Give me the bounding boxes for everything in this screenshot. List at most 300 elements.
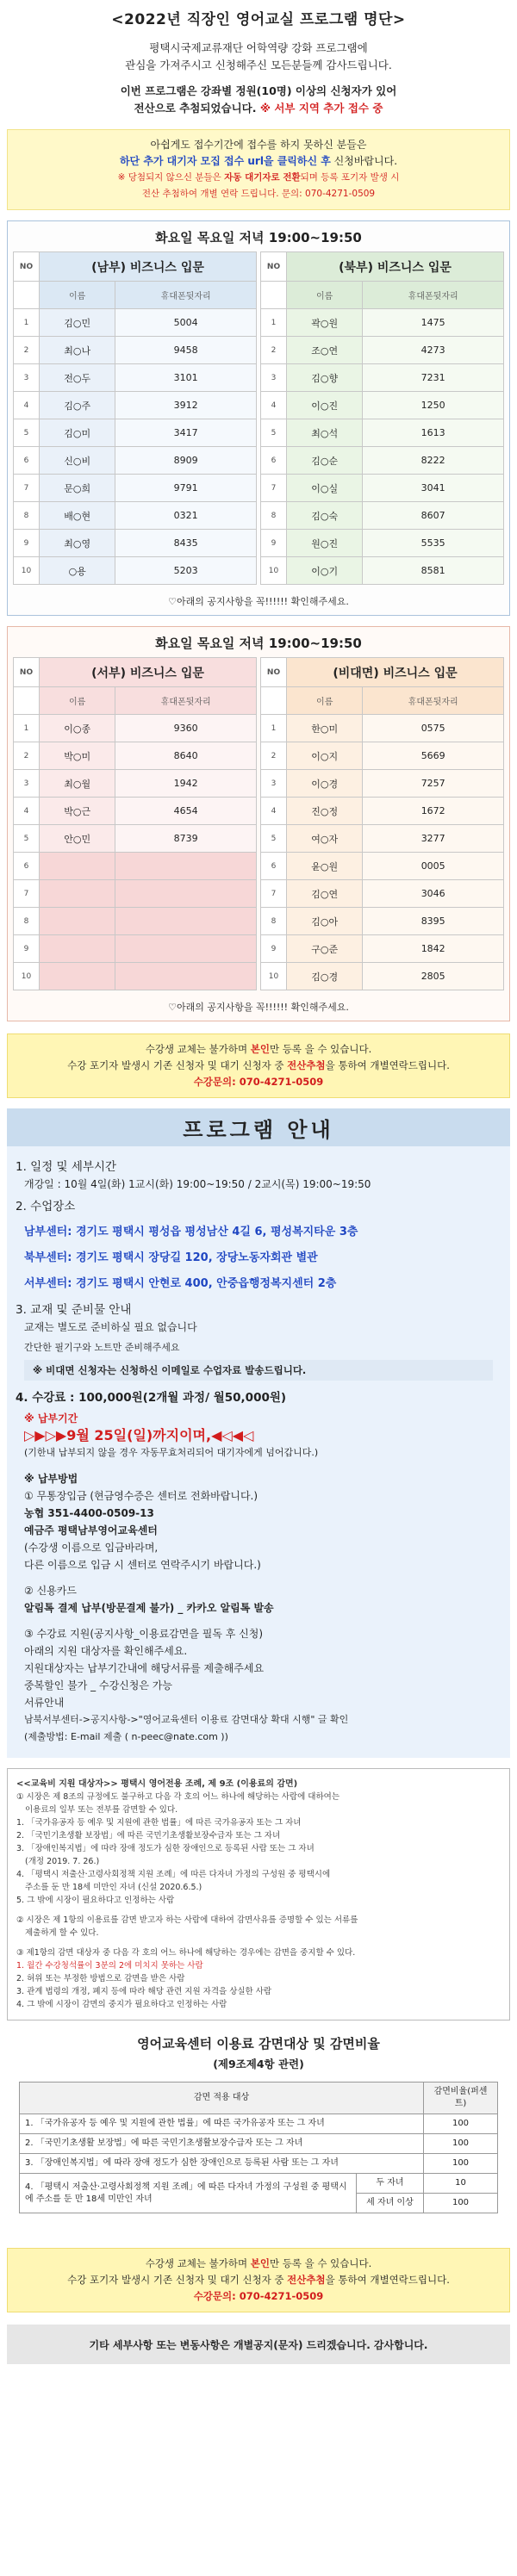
col-name: 이름 bbox=[287, 282, 363, 309]
row-name bbox=[40, 908, 115, 935]
discount-title: 영어교육센터 이용료 감면대상 및 감면비율 bbox=[137, 2036, 380, 2051]
row-number: 7 bbox=[14, 475, 40, 502]
table-row bbox=[261, 963, 504, 990]
row-number: 10 bbox=[14, 963, 40, 990]
row-number: 1 bbox=[261, 715, 287, 742]
notice-line-3c: 되며 등록 포기자 발생 시 bbox=[300, 172, 400, 183]
row-phone-suffix bbox=[115, 908, 257, 935]
row-phone-suffix bbox=[115, 853, 257, 880]
row-name bbox=[40, 963, 115, 990]
section-schedule-title: 1. 일정 및 세부시간 bbox=[16, 1160, 117, 1174]
intro-line-1: 평택시국제교류재단 어학역량 강화 프로그램에 bbox=[149, 41, 368, 54]
bank-account: 농협 351-4400-0509-13 bbox=[24, 1507, 154, 1519]
band1-line-1b: 본인 bbox=[250, 1043, 270, 1055]
row-phone-suffix: 8395 bbox=[363, 908, 504, 935]
notice-line-4a: 전산 추첨하여 개별 연락 드립니다. bbox=[141, 189, 282, 199]
row-number: 8 bbox=[261, 502, 287, 530]
notice-line-3 bbox=[16, 170, 501, 186]
law-line: 주소를 둔 만 18세 미만인 자녀 (신설 2020.6.5.) bbox=[25, 1883, 202, 1892]
table-row bbox=[20, 2174, 498, 2194]
row-name: ○용 bbox=[40, 557, 115, 585]
row-phone-suffix bbox=[115, 935, 257, 963]
row-name: 박○미 bbox=[40, 742, 115, 770]
payment-3-line-4: 서류안내 bbox=[24, 1697, 65, 1709]
discount-rate-4a: 10 bbox=[424, 2174, 498, 2194]
section-material-title: 3. 교재 및 준비물 안내 bbox=[16, 1303, 132, 1317]
row-phone-suffix: 7231 bbox=[363, 364, 504, 392]
table-row bbox=[261, 447, 504, 475]
discount-target-4b: 세 자녀 이상 bbox=[357, 2194, 424, 2213]
row-phone-suffix: 1942 bbox=[115, 770, 257, 798]
table-row bbox=[14, 880, 257, 908]
deadline-note: (기한내 납부되지 않을 경우 자동무효처리되어 대기자에게 넘어갑니다.) bbox=[24, 1447, 319, 1458]
notice-line-2-tail: 신청바랍니다. bbox=[330, 155, 398, 167]
payment-2-line: 알림톡 결제 납부(방문결제 불가) _ 카카오 알림톡 발송 bbox=[24, 1602, 274, 1614]
row-name: 김○순 bbox=[287, 447, 363, 475]
row-name: 김○민 bbox=[40, 309, 115, 337]
law-line: 1. 「국가유공자 등 예우 및 지원에 관한 법률」에 따른 국가유공자 또는 그 자녀 bbox=[16, 1818, 302, 1828]
row-phone-suffix: 1475 bbox=[363, 309, 504, 337]
discount-target-3: 3. 「장애인복지법」에 따라 장애 정도가 심한 장애인으로 등록된 사람 또는 그 자녀 bbox=[20, 2154, 424, 2174]
table-row bbox=[14, 935, 257, 963]
material-line-1: 교재는 별도로 준비하실 필요 없습니다 bbox=[24, 1321, 197, 1333]
band1-line-1a: 수강생 교체는 불가하며 bbox=[145, 1043, 251, 1055]
row-name: 최○나 bbox=[40, 337, 115, 364]
discount-subtitle: (제9조제4항 관련) bbox=[213, 2058, 304, 2070]
row-name: 안○민 bbox=[40, 825, 115, 853]
row-number: 6 bbox=[261, 447, 287, 475]
law-line: 5. 그 밖에 시장이 필요하다고 인정하는 사람 bbox=[16, 1896, 175, 1905]
row-name: 조○연 bbox=[287, 337, 363, 364]
notice-line-4 bbox=[16, 186, 501, 202]
schedule-section-2 bbox=[7, 626, 510, 1021]
table-row bbox=[14, 337, 257, 364]
row-phone-suffix: 8607 bbox=[363, 502, 504, 530]
deadline-label: ※ 납부기간 bbox=[24, 1412, 78, 1425]
table-row bbox=[14, 364, 257, 392]
row-name: 김○주 bbox=[40, 392, 115, 419]
table-row bbox=[14, 715, 257, 742]
row-number: 6 bbox=[14, 447, 40, 475]
row-phone-suffix: 3101 bbox=[115, 364, 257, 392]
row-phone-suffix: 8581 bbox=[363, 557, 504, 585]
col-no: NO bbox=[14, 658, 40, 687]
table-row bbox=[14, 392, 257, 419]
row-name: 김○연 bbox=[287, 880, 363, 908]
account-holder: 예금주 평택남부영어교육센터 bbox=[24, 1524, 158, 1536]
row-name: 김○향 bbox=[287, 364, 363, 392]
row-number: 5 bbox=[14, 825, 40, 853]
south-business-table bbox=[13, 251, 257, 585]
discount-target-4: 4. 「평택시 저출산·고령사회정책 지원 조례」에 따른 다자녀 가정의 구성원 중 평택시에 주소를 둔 만 18세 미만인 자녀 bbox=[20, 2174, 357, 2213]
table-rows bbox=[14, 715, 257, 990]
row-phone-suffix: 3417 bbox=[115, 419, 257, 447]
payment-3-line-3: 중복할인 불가 _ 수강신청은 가능 bbox=[24, 1679, 172, 1691]
law-box bbox=[7, 1768, 510, 2020]
row-phone-suffix: 9360 bbox=[115, 715, 257, 742]
replacement-notice-2 bbox=[7, 2248, 510, 2312]
row-number: 7 bbox=[261, 880, 287, 908]
col-seat: 휴대폰뒷자리 bbox=[363, 687, 504, 715]
row-number: 7 bbox=[261, 475, 287, 502]
law-line: 3. 「장애인복지법」에 따라 장애 정도가 심한 장애인으로 등록된 사람 또는 그 자녀 bbox=[16, 1844, 315, 1853]
row-phone-suffix: 8222 bbox=[363, 447, 504, 475]
table-row bbox=[261, 309, 504, 337]
row-name: 원○진 bbox=[287, 530, 363, 557]
band2-line-1c: 만 등록 을 수 있습니다. bbox=[270, 2257, 372, 2269]
intro-line-4 bbox=[9, 100, 508, 117]
row-phone-suffix: 0005 bbox=[363, 853, 504, 880]
row-phone-suffix: 2805 bbox=[363, 963, 504, 990]
table-row bbox=[20, 2114, 498, 2134]
row-name: 최○월 bbox=[40, 770, 115, 798]
table-row bbox=[14, 908, 257, 935]
schedule-1-tables bbox=[8, 251, 509, 590]
row-name bbox=[40, 880, 115, 908]
table-row bbox=[261, 853, 504, 880]
table-row bbox=[20, 2154, 498, 2174]
west-extra-notice: ※ 서부 지역 추가 접수 중 bbox=[259, 102, 383, 115]
row-number: 3 bbox=[261, 770, 287, 798]
row-name: 이○경 bbox=[287, 770, 363, 798]
band1-line-2b: 전산추첨 bbox=[287, 1059, 326, 1071]
schedule-1-note: ♡아래의 공지사항을 꼭!!!!!! 확인해주세요. bbox=[168, 596, 349, 607]
row-name: 이○종 bbox=[40, 715, 115, 742]
table-row bbox=[261, 825, 504, 853]
row-phone-suffix bbox=[115, 963, 257, 990]
table-row bbox=[261, 502, 504, 530]
payment-1: ① 무통장입금 (현금영수증은 센터로 전화바랍니다.) bbox=[24, 1490, 258, 1502]
replacement-notice-1 bbox=[7, 1034, 510, 1098]
table-row bbox=[14, 798, 257, 825]
payment-method-title: ※ 납부방법 bbox=[24, 1473, 78, 1485]
col-seat: 휴대폰뒷자리 bbox=[115, 687, 257, 715]
law-line: (개정 2019. 7. 26.) bbox=[25, 1857, 100, 1866]
row-phone-suffix: 3277 bbox=[363, 825, 504, 853]
waitlist-notice bbox=[7, 129, 510, 210]
table-row bbox=[14, 853, 257, 880]
footer-note: 기타 세부사항 또는 변동사항은 개별공지(문자) 드리겠습니다. 감사합니다. bbox=[7, 2325, 510, 2364]
notice-line-3b: 자동 대기자로 전환 bbox=[224, 172, 301, 183]
table-row bbox=[261, 557, 504, 585]
schedule-section-1 bbox=[7, 220, 510, 616]
row-number: 9 bbox=[261, 935, 287, 963]
schedule-line: 개강일 : 10월 4일(화) 1교시(화) 19:00~19:50 / 2교시(목) 19:00~19:50 bbox=[24, 1178, 371, 1190]
row-phone-suffix: 5004 bbox=[115, 309, 257, 337]
band2-line-2 bbox=[13, 2272, 504, 2288]
row-phone-suffix: 1613 bbox=[363, 419, 504, 447]
row-phone-suffix: 8640 bbox=[115, 742, 257, 770]
row-number: 6 bbox=[261, 853, 287, 880]
table-heading: (북부) 비즈니스 입문 bbox=[287, 252, 504, 282]
law-line: ③ 제1항의 감면 대상자 중 다음 각 호의 어느 하나에 해당하는 경우에는 감면을 중지할 수 있다. bbox=[16, 1948, 356, 1958]
law-line: 제출하게 할 수 있다. bbox=[25, 1928, 99, 1938]
row-phone-suffix: 3912 bbox=[115, 392, 257, 419]
payment-3: ③ 수강료 지원(공지사항_이용료감면을 필독 후 신청) bbox=[24, 1628, 264, 1640]
row-name: 진○정 bbox=[287, 798, 363, 825]
law-line: 1. 월간 수강청석률이 3분의 2에 미치지 못하는 사람 bbox=[16, 1961, 203, 1971]
row-phone-suffix: 8435 bbox=[115, 530, 257, 557]
table-row bbox=[14, 502, 257, 530]
table-row bbox=[14, 309, 257, 337]
row-number: 4 bbox=[261, 798, 287, 825]
row-phone-suffix: 4654 bbox=[115, 798, 257, 825]
row-name: 김○아 bbox=[287, 908, 363, 935]
material-line-2: 간단한 필기구와 노트만 준비해주세요 bbox=[24, 1342, 180, 1353]
row-name: 구○준 bbox=[287, 935, 363, 963]
law-line: 3. 관계 법령의 개정, 폐지 등에 따라 해당 관련 지원 자격을 상실한 사람 bbox=[16, 1987, 272, 1996]
west-business-table bbox=[13, 657, 257, 990]
table-heading: (비대면) 비즈니스 입문 bbox=[287, 658, 504, 687]
law-line: 4. 그 밖에 시장이 감면의 중지가 필요하다고 인정하는 사람 bbox=[16, 2000, 227, 2009]
table-row bbox=[261, 392, 504, 419]
row-phone-suffix: 1672 bbox=[363, 798, 504, 825]
payment-3-line-1: 아래의 지원 대상자를 확인해주세요. bbox=[24, 1645, 188, 1657]
row-name: 이○실 bbox=[287, 475, 363, 502]
row-number: 4 bbox=[14, 798, 40, 825]
row-name bbox=[40, 935, 115, 963]
row-name: 윤○원 bbox=[287, 853, 363, 880]
discount-table bbox=[19, 2082, 498, 2213]
row-number: 1 bbox=[261, 309, 287, 337]
row-number: 9 bbox=[14, 530, 40, 557]
table-row bbox=[14, 447, 257, 475]
table-row bbox=[14, 530, 257, 557]
row-name: 배○현 bbox=[40, 502, 115, 530]
notice-phone: 문의: 070-4271-0509 bbox=[281, 189, 376, 199]
deadline: ▷▶▷▶9월 25일(일)까지이며,◀◁◀◁ bbox=[24, 1427, 254, 1443]
col-name: 이름 bbox=[287, 687, 363, 715]
band1-phone: 수강문의: 070-4271-0509 bbox=[193, 1076, 324, 1088]
row-number: 2 bbox=[14, 337, 40, 364]
schedule-2-tables bbox=[8, 657, 509, 996]
row-number: 1 bbox=[14, 309, 40, 337]
row-name: 신○비 bbox=[40, 447, 115, 475]
row-number: 3 bbox=[261, 364, 287, 392]
table-rows bbox=[261, 715, 504, 990]
table-row bbox=[261, 715, 504, 742]
notice-line-1: 아쉽게도 접수기간에 접수를 하지 못하신 분들은 bbox=[150, 139, 367, 151]
row-name bbox=[40, 853, 115, 880]
discount-rate-2: 100 bbox=[424, 2134, 498, 2154]
row-name: 한○미 bbox=[287, 715, 363, 742]
row-name: 이○기 bbox=[287, 557, 363, 585]
row-number: 5 bbox=[261, 419, 287, 447]
table-row bbox=[20, 2134, 498, 2154]
row-number: 2 bbox=[261, 742, 287, 770]
payment-3-line-2: 지원대상자는 납부기간내에 해당서류를 제출해주세요 bbox=[24, 1662, 265, 1674]
table-heading: (서부) 비즈니스 입문 bbox=[40, 658, 257, 687]
table-row bbox=[14, 557, 257, 585]
location-south: 남부센터: 경기도 평택시 평성읍 평성남산 4길 6, 평성복지타운 3층 bbox=[24, 1226, 358, 1238]
row-name: 곽○원 bbox=[287, 309, 363, 337]
notice-line-3a: ※ 당첨되지 않으신 분들은 bbox=[117, 172, 225, 183]
row-number: 5 bbox=[14, 419, 40, 447]
table-row bbox=[261, 935, 504, 963]
discount-target-1: 1. 「국가유공자 등 예우 및 지원에 관한 법률」에 따른 국가유공자 또는 그 자녀 bbox=[20, 2114, 424, 2134]
row-name: 여○자 bbox=[287, 825, 363, 853]
location-north: 북부센터: 경기도 평택시 장당길 120, 장당노동자회관 별관 bbox=[24, 1251, 318, 1264]
table-row bbox=[261, 798, 504, 825]
payment-3-email: (제출방법: E-mail 제출 ( n-peec@nate.com )) bbox=[24, 1731, 228, 1742]
table-rows bbox=[261, 309, 504, 585]
intro-line-4-text: 전산으로 추첨되었습니다. bbox=[134, 102, 257, 115]
intro-text bbox=[0, 34, 517, 117]
row-number: 1 bbox=[14, 715, 40, 742]
row-phone-suffix: 3046 bbox=[363, 880, 504, 908]
row-name: 김○미 bbox=[40, 419, 115, 447]
table-row bbox=[261, 908, 504, 935]
schedule-2-title: 화요일 목요일 저녁 19:00~19:50 bbox=[155, 636, 362, 651]
col-seat: 휴대폰뒷자리 bbox=[115, 282, 257, 309]
material-line-3: ※ 비대면 신청자는 신청하신 이메일로 수업자료 발송드립니다. bbox=[24, 1360, 493, 1381]
row-number: 10 bbox=[261, 963, 287, 990]
table-row bbox=[14, 963, 257, 990]
table-rows bbox=[14, 309, 257, 585]
row-name: 전○두 bbox=[40, 364, 115, 392]
row-number: 4 bbox=[14, 392, 40, 419]
row-name: 최○영 bbox=[40, 530, 115, 557]
row-phone-suffix: 0575 bbox=[363, 715, 504, 742]
table-row bbox=[261, 337, 504, 364]
table-row bbox=[261, 770, 504, 798]
row-number: 8 bbox=[14, 502, 40, 530]
band2-line-2a: 수강 포기자 발생시 기존 신청자 및 대기 신청자 중 bbox=[67, 2274, 288, 2286]
row-phone-suffix: 5535 bbox=[363, 530, 504, 557]
band2-line-1a: 수강생 교체는 불가하며 bbox=[145, 2257, 251, 2269]
row-name: 김○경 bbox=[287, 963, 363, 990]
payment-2: ② 신용카드 bbox=[24, 1585, 77, 1597]
program-header: 프로그램 안내 bbox=[7, 1108, 510, 1146]
schedule-2-note: ♡아래의 공지사항을 꼭!!!!!! 확인해주세요. bbox=[168, 1002, 349, 1013]
discount-target-4a: 두 자녀 bbox=[357, 2174, 424, 2194]
row-number: 2 bbox=[261, 337, 287, 364]
table-row bbox=[14, 419, 257, 447]
col-seat: 휴대폰뒷자리 bbox=[363, 282, 504, 309]
row-phone-suffix: 7257 bbox=[363, 770, 504, 798]
band1-line-2 bbox=[13, 1058, 504, 1074]
col-target: 감면 적용 대상 bbox=[20, 2083, 424, 2114]
row-number: 10 bbox=[14, 557, 40, 585]
band1-line-2a: 수강 포기자 발생시 기존 신청자 및 대기 신청자 중 bbox=[67, 1059, 288, 1071]
schedule-1-title: 화요일 목요일 저녁 19:00~19:50 bbox=[155, 230, 362, 245]
row-number: 10 bbox=[261, 557, 287, 585]
discount-rate-1: 100 bbox=[424, 2114, 498, 2134]
band1-line-1 bbox=[13, 1041, 504, 1058]
table-row bbox=[261, 419, 504, 447]
col-name: 이름 bbox=[40, 687, 115, 715]
table-row bbox=[261, 742, 504, 770]
row-phone-suffix: 4273 bbox=[363, 337, 504, 364]
table-row bbox=[261, 364, 504, 392]
col-rate: 감면비율(퍼센트) bbox=[424, 2083, 498, 2114]
row-name: 이○진 bbox=[287, 392, 363, 419]
row-number: 9 bbox=[261, 530, 287, 557]
row-number: 6 bbox=[14, 853, 40, 880]
row-number: 9 bbox=[14, 935, 40, 963]
row-phone-suffix: 1842 bbox=[363, 935, 504, 963]
payment-3-line-5: 남북서부센터->공지사항->"영어교육센터 이용료 감면대상 확대 시행" 글 확인 bbox=[24, 1714, 349, 1725]
program-body bbox=[7, 1146, 510, 1758]
table-row bbox=[14, 770, 257, 798]
band2-line-2c: 을 통하여 개별연락드립니다. bbox=[325, 2274, 450, 2286]
band2-line-1 bbox=[13, 2256, 504, 2272]
row-phone-suffix bbox=[115, 880, 257, 908]
law-line: 2. 「국민기초생활 보장법」에 따른 국민기초생활보장수급자 또는 그 자녀 bbox=[16, 1831, 281, 1840]
row-phone-suffix: 1250 bbox=[363, 392, 504, 419]
col-name: 이름 bbox=[40, 282, 115, 309]
table-row bbox=[261, 530, 504, 557]
col-no: NO bbox=[14, 252, 40, 282]
row-number: 8 bbox=[14, 908, 40, 935]
col-no: NO bbox=[261, 658, 287, 687]
row-name: 김○숙 bbox=[287, 502, 363, 530]
row-number: 5 bbox=[261, 825, 287, 853]
row-number: 3 bbox=[14, 770, 40, 798]
table-row bbox=[14, 742, 257, 770]
band1-line-2c: 을 통하여 개별연락드립니다. bbox=[325, 1059, 450, 1071]
col-no: NO bbox=[261, 252, 287, 282]
law-line: ① 시장은 제 8조의 규정에도 불구하고 다음 각 호의 어느 하나에 해당하는 사람에 대하여는 bbox=[16, 1792, 340, 1802]
intro-line-2: 관심을 가져주시고 신청해주신 모든분들께 감사드립니다. bbox=[125, 59, 392, 71]
row-phone-suffix: 8909 bbox=[115, 447, 257, 475]
discount-target-2: 2. 「국민기초생활 보장법」에 따른 국민기초생활보장수급자 또는 그 자녀 bbox=[20, 2134, 424, 2154]
row-number: 8 bbox=[261, 908, 287, 935]
discount-rate-4b: 100 bbox=[424, 2194, 498, 2213]
table-row bbox=[14, 825, 257, 853]
band2-line-1b: 본인 bbox=[250, 2257, 270, 2269]
row-number: 2 bbox=[14, 742, 40, 770]
row-phone-suffix: 8739 bbox=[115, 825, 257, 853]
location-west: 서부센터: 경기도 평택시 안현로 400, 안중읍행정복지센터 2층 bbox=[24, 1277, 337, 1290]
north-business-table bbox=[260, 251, 504, 585]
intro-line-3-text: 이번 프로그램은 강좌별 정원(10명) 이상의 신청자가 있어 bbox=[120, 84, 397, 97]
payment-1-note-2: 다른 이름으로 입금 시 센터로 연락주시기 바랍니다.) bbox=[24, 1559, 261, 1571]
table-row bbox=[261, 880, 504, 908]
payment-1-note-1: (수강생 이름으로 입금바라며, bbox=[24, 1542, 159, 1554]
row-name: 박○근 bbox=[40, 798, 115, 825]
row-number: 7 bbox=[14, 880, 40, 908]
row-name: 이○지 bbox=[287, 742, 363, 770]
fee-title: 4. 수강료 : 100,000원(2개월 과정/ 월50,000원) bbox=[16, 1391, 287, 1405]
band2-line-2b: 전산추첨 bbox=[287, 2274, 326, 2286]
page-title: <2022년 직장인 영어교실 프로그램 명단> bbox=[111, 10, 406, 28]
discount-rate-3: 100 bbox=[424, 2154, 498, 2174]
row-number: 3 bbox=[14, 364, 40, 392]
notice-line-2 bbox=[16, 153, 501, 170]
table-heading: (남부) 비즈니스 입문 bbox=[40, 252, 257, 282]
row-phone-suffix: 9791 bbox=[115, 475, 257, 502]
table-row bbox=[14, 475, 257, 502]
band2-phone: 수강문의: 070-4271-0509 bbox=[193, 2290, 324, 2302]
waitlist-url-link[interactable]: 하단 추가 대기자 모집 접수 url을 클릭하신 후 bbox=[119, 155, 331, 167]
law-line: 2. 허위 또는 부정한 방법으로 감면을 받은 사람 bbox=[16, 1974, 185, 1983]
row-number: 4 bbox=[261, 392, 287, 419]
online-business-table bbox=[260, 657, 504, 990]
band1-line-1c: 만 등록 을 수 있습니다. bbox=[270, 1043, 372, 1055]
row-phone-suffix: 3041 bbox=[363, 475, 504, 502]
law-line: ② 시장은 제 1항의 이용료를 감면 받고자 하는 사람에 대하여 감면사유를 증명할 수 있는 서류를 bbox=[16, 1915, 358, 1925]
law-title: <<교육비 지원 대상자>> 평택시 영어전용 조례, 제 9조 (이용료의 감면) bbox=[16, 1779, 298, 1789]
row-phone-suffix: 9458 bbox=[115, 337, 257, 364]
row-name: 최○석 bbox=[287, 419, 363, 447]
section-location-title: 2. 수업장소 bbox=[16, 1200, 76, 1214]
table-row bbox=[261, 475, 504, 502]
law-line: 이용료의 일부 또는 전부를 감면할 수 있다. bbox=[25, 1805, 178, 1815]
row-name: 문○희 bbox=[40, 475, 115, 502]
row-phone-suffix: 0321 bbox=[115, 502, 257, 530]
law-line: 4. 「평택시 저출산·고령사회정책 지원 조례」에 따른 다자녀 가정의 구성원 중 평택시에 bbox=[16, 1870, 331, 1879]
